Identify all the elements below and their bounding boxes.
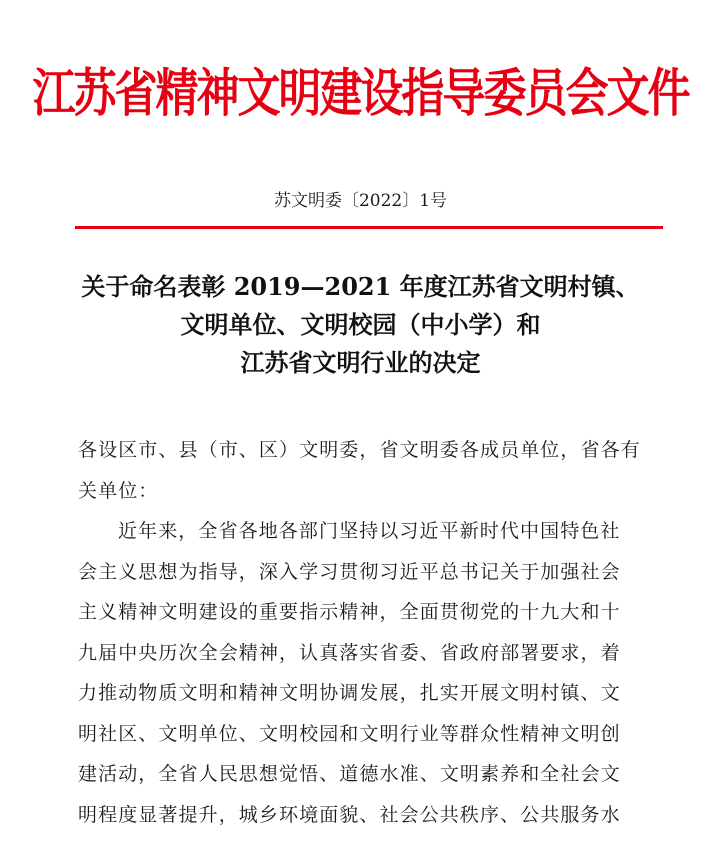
title-line-1: 关于命名表彰 2019—2021 年度江苏省文明村镇、 bbox=[81, 272, 640, 301]
body-line-7: 建活动，全省人民思想觉悟、道德水准、文明素养和全社会文 bbox=[78, 763, 621, 785]
document-title bbox=[30, 268, 691, 382]
body-line-5: 力推动物质文明和精神文明协调发展，扎实开展文明村镇、文 bbox=[78, 682, 621, 704]
document-number: 苏文明委〔2022〕1号 bbox=[273, 191, 448, 211]
body-line-3: 主义精神文明建设的重要指示精神，全面贯彻党的十九大和十 bbox=[78, 601, 621, 623]
body-line-1: 近年来，全省各地各部门坚持以习近平新时代中国特色社 bbox=[118, 520, 621, 542]
addressee-line-2: 关单位： bbox=[78, 479, 159, 502]
body-line-6: 明社区、文明单位、文明校园和文明行业等群众性精神文明创 bbox=[78, 722, 621, 745]
body-line-4: 九届中央历次全会精神，认真落实省委、省政府部署要求，着 bbox=[78, 641, 621, 664]
addressee-block bbox=[78, 430, 670, 511]
body-line-2: 会主义思想为指导，深入学习贯彻习近平总书记关于加强社会 bbox=[78, 560, 621, 583]
red-header-masthead: 江苏省精神文明建设指导委员会文件 bbox=[32, 64, 689, 124]
addressee-line-1: 各设区市、县（市、区）文明委，省文明委各成员单位，省各有 bbox=[78, 439, 641, 461]
red-divider-line bbox=[75, 226, 663, 229]
title-line-2: 文明单位、文明校园（中小学）和 bbox=[180, 310, 541, 339]
title-line-3: 江苏省文明行业的决定 bbox=[240, 348, 481, 377]
body-line-8: 明程度显著提升，城乡环境面貌、社会公共秩序、公共服务水 bbox=[78, 803, 621, 826]
body-paragraph bbox=[78, 511, 670, 835]
